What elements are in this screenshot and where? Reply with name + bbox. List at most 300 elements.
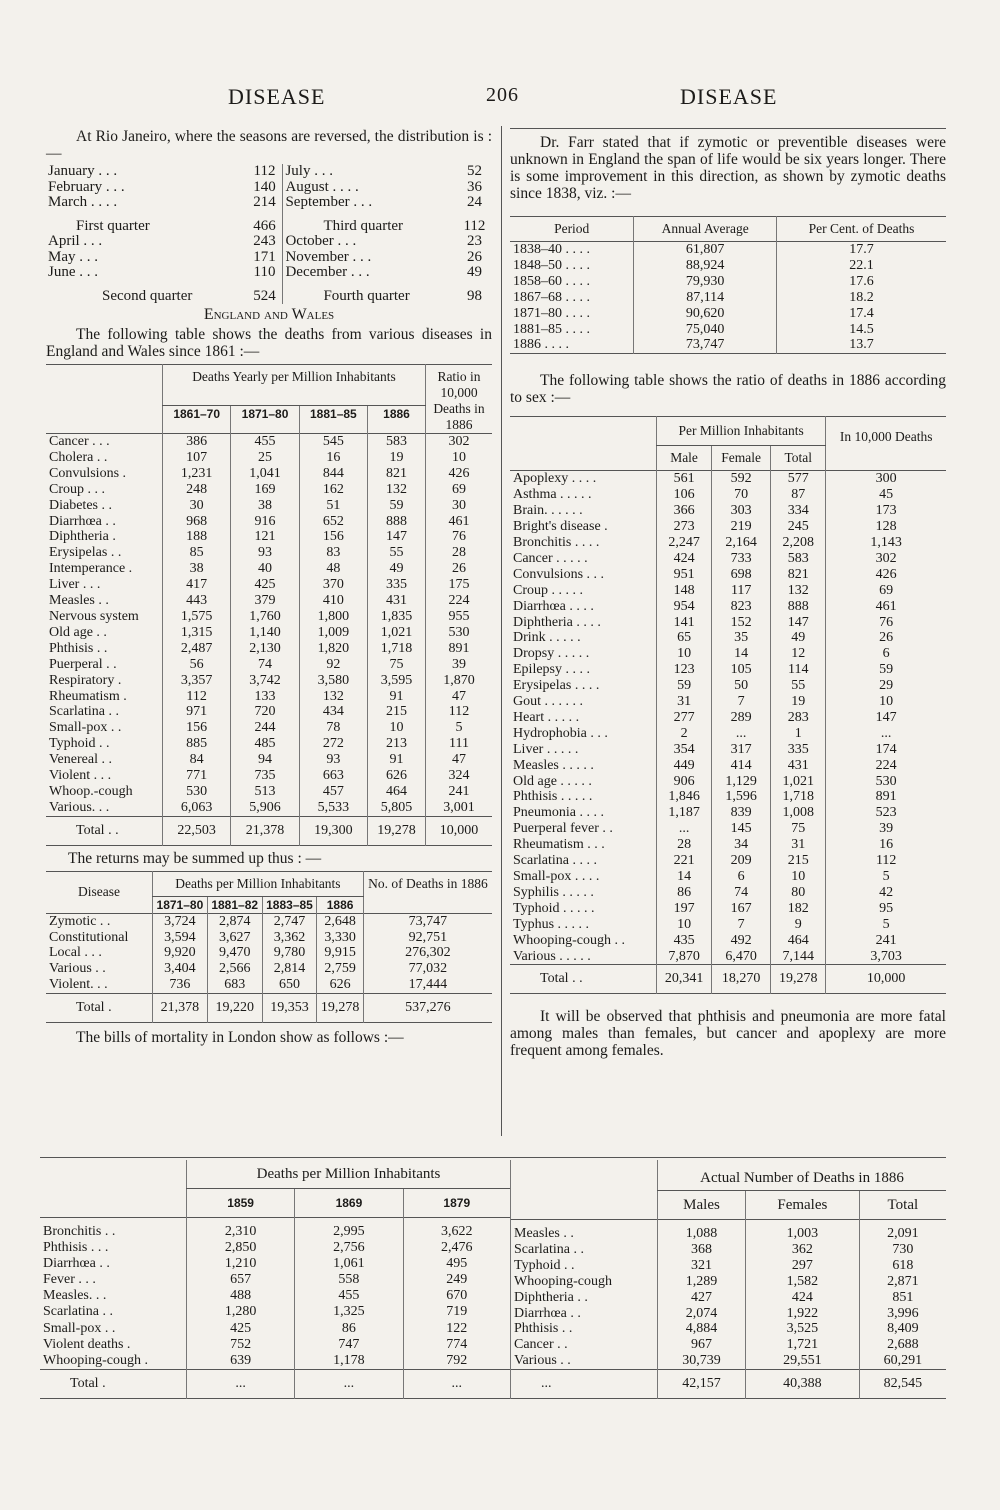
row-label: Phthisis . .	[49, 640, 108, 656]
row-value: 362	[746, 1242, 860, 1258]
row-value: 241	[826, 933, 946, 949]
row-value: 1,800	[299, 609, 367, 625]
month-value: 23	[466, 233, 482, 249]
actual-row	[511, 1290, 947, 1306]
row-value: 427	[658, 1290, 746, 1306]
row-value: 443	[163, 593, 231, 609]
row-label: Violent. . .	[49, 977, 108, 993]
ew-table	[46, 364, 492, 846]
row-label: Croup . . .	[49, 481, 105, 497]
row-value: 9,780	[262, 945, 317, 961]
row-label: Various . .	[511, 1353, 658, 1369]
row-value: ...	[826, 726, 946, 742]
london-row	[40, 1240, 510, 1256]
row-value: 3,525	[746, 1321, 860, 1337]
month-name: December . . .	[283, 265, 457, 281]
row-value: 60,291	[859, 1353, 946, 1369]
row-value: 49	[368, 561, 426, 577]
row-value: 2,756	[295, 1240, 403, 1256]
row-value: 3,703	[826, 949, 946, 965]
row-value: 112	[163, 689, 231, 705]
row-value: 2,995	[295, 1218, 403, 1241]
row-value: 87,114	[634, 290, 777, 306]
ew-row	[46, 736, 492, 752]
row-value: 1,021	[368, 625, 426, 641]
total-value: 42,157	[658, 1370, 746, 1399]
sex-row	[510, 630, 946, 646]
rio-month-row	[46, 164, 492, 180]
row-value: 35	[712, 630, 771, 646]
row-label: Asthma . . . . .	[513, 487, 592, 503]
row-value: 720	[231, 704, 299, 720]
row-value: 30,739	[658, 1353, 746, 1369]
actual-row	[511, 1274, 947, 1290]
row-label: Diarrhœa . .	[511, 1306, 658, 1322]
row-value: 324	[426, 768, 493, 784]
ew-row	[46, 720, 492, 736]
row-label: Cancer . .	[511, 1337, 658, 1353]
row-value: 75	[368, 657, 426, 673]
row-value: 182	[771, 901, 826, 917]
row-value: 366	[657, 503, 712, 519]
row-value: 335	[771, 742, 826, 758]
row-value: 90,620	[634, 306, 777, 322]
row-value: 152	[712, 615, 771, 631]
row-value: 2,476	[403, 1240, 510, 1256]
row-value: 272	[299, 736, 367, 752]
row-label: 1838–40 . . . .	[513, 242, 590, 257]
row-value: 38	[163, 561, 231, 577]
row-value: 173	[826, 503, 946, 519]
row-value: 1,718	[368, 641, 426, 657]
total-row	[511, 1370, 947, 1399]
row-label: Small-pox . .	[43, 1320, 116, 1336]
row-value: 698	[712, 567, 771, 583]
row-value: 93	[299, 752, 367, 768]
row-value: 245	[771, 519, 826, 535]
month-value: 243	[253, 233, 276, 249]
row-value: 485	[231, 736, 299, 752]
ew-intro: The following table shows the deaths from various diseases in England and Wales since 1861 :—	[46, 326, 492, 360]
ew-row	[46, 752, 492, 768]
row-value: 3,627	[207, 930, 262, 946]
bottom-tables	[40, 1160, 946, 1399]
row-value: 219	[712, 519, 771, 535]
row-value: 1,575	[163, 609, 231, 625]
row-value: 39	[426, 657, 493, 673]
row-value: 19	[771, 694, 826, 710]
total-label: Total .	[70, 1375, 106, 1391]
ew-period-header: 1861–70	[163, 406, 231, 434]
row-value: 592	[712, 471, 771, 487]
running-head-left: DISEASE	[228, 84, 326, 109]
month-name: May . . .	[48, 248, 98, 265]
row-value: 209	[712, 853, 771, 869]
observation-text: It will be observed that phthisis and pneumonia are more fatal among males than females, but cancer and apoplexy are more frequent among females.	[510, 1008, 946, 1060]
month-name: March . . . .	[48, 194, 118, 210]
sex-row	[510, 662, 946, 678]
row-label: Whoop.-cough	[49, 783, 133, 799]
sex-col-header: Male	[657, 446, 712, 471]
row-value: 954	[657, 599, 712, 615]
row-label: Violent deaths .	[43, 1336, 131, 1352]
row-value: 2,091	[859, 1220, 946, 1242]
sex-row	[510, 471, 946, 487]
row-value: 13.7	[776, 337, 946, 353]
row-label: Convulsions . . .	[513, 566, 605, 582]
row-value: 955	[426, 609, 493, 625]
actual-row	[511, 1220, 947, 1242]
actual-col-header: Males	[658, 1191, 746, 1220]
row-value: 10	[368, 720, 426, 736]
row-value: 379	[231, 593, 299, 609]
row-label: Dropsy . . . . .	[513, 646, 590, 662]
row-label: 1886 . . . .	[513, 337, 569, 353]
rio-month-row	[46, 195, 492, 211]
row-value: 51	[299, 498, 367, 514]
row-value: 891	[426, 641, 493, 657]
farr-header: Annual Average	[634, 217, 777, 242]
row-value: 891	[826, 789, 946, 805]
row-value: 94	[231, 752, 299, 768]
month-name: September . . .	[283, 195, 457, 211]
row-value: 10	[657, 917, 712, 933]
ew-row	[46, 704, 492, 720]
month-value: 49	[466, 264, 482, 280]
row-value: 2,648	[317, 913, 363, 929]
row-label: Constitutional	[49, 929, 129, 945]
row-value: 618	[859, 1258, 946, 1274]
row-value: 16	[299, 450, 367, 466]
row-label: Scarlatina . .	[511, 1242, 658, 1258]
row-value: 457	[299, 784, 367, 800]
month-value: 140	[253, 178, 276, 195]
summary-period-header: 1871–80	[153, 896, 208, 913]
london-row	[40, 1337, 510, 1353]
farr-row	[510, 274, 946, 290]
row-label: Typhoid . .	[511, 1258, 658, 1274]
row-value: 7,870	[657, 949, 712, 965]
row-value: 114	[771, 662, 826, 678]
total-value: 10,000	[426, 816, 493, 845]
row-label: Erysipelas . . . .	[513, 678, 600, 694]
row-label: Puerperal fever . .	[513, 821, 613, 837]
row-label: Old age . . . . .	[513, 773, 592, 789]
row-value: 530	[163, 784, 231, 800]
row-value: 425	[187, 1321, 295, 1337]
total-value: 82,545	[859, 1370, 946, 1399]
summary-intro: The returns may be summed up thus : —	[68, 849, 322, 867]
row-value: 112	[426, 704, 493, 720]
row-value: 2,759	[317, 961, 363, 977]
row-value: 12	[771, 646, 826, 662]
row-label: Measles . .	[511, 1220, 658, 1242]
row-value: 1,178	[295, 1353, 403, 1370]
row-label: Typhus . . . . .	[513, 916, 590, 932]
row-value: 59	[368, 498, 426, 514]
actual-row	[511, 1321, 947, 1337]
row-value: 47	[426, 689, 493, 705]
month-value: 36	[466, 178, 482, 195]
row-value: 14	[712, 646, 771, 662]
summary-period-header: 1881–82	[207, 896, 262, 913]
row-value: 86	[295, 1321, 403, 1337]
sex-row	[510, 758, 946, 774]
row-label: Drink . . . . .	[513, 630, 581, 646]
row-value: 10	[826, 694, 946, 710]
row-value: 145	[712, 821, 771, 837]
row-value: 2,566	[207, 961, 262, 977]
row-value: 1,596	[712, 789, 771, 805]
row-value: 174	[826, 742, 946, 758]
row-value: 50	[712, 678, 771, 694]
row-value: 971	[163, 704, 231, 720]
farr-row	[510, 322, 946, 338]
row-value: 55	[368, 545, 426, 561]
actual-row	[511, 1353, 947, 1369]
row-label: Gout . . . . . .	[513, 694, 583, 710]
row-value: 3,362	[262, 930, 317, 946]
row-value: 2,850	[187, 1240, 295, 1256]
sex-row	[510, 821, 946, 837]
total-value: ...	[295, 1369, 403, 1398]
row-value: 906	[657, 774, 712, 790]
total-value: 21,378	[153, 994, 208, 1023]
sex-row	[510, 853, 946, 869]
row-value: 6,063	[163, 800, 231, 816]
row-value: 6	[712, 869, 771, 885]
row-value: 1,315	[163, 625, 231, 641]
page-number: 206	[486, 84, 519, 106]
row-value: 107	[163, 450, 231, 466]
row-value: 431	[771, 758, 826, 774]
row-value: 1,140	[231, 625, 299, 641]
row-value: 277	[657, 710, 712, 726]
row-value: 87	[771, 487, 826, 503]
row-label: Rheumatism . . .	[513, 837, 605, 853]
sex-row	[510, 503, 946, 519]
row-value: 59	[657, 678, 712, 694]
row-value: 354	[657, 742, 712, 758]
row-value: 851	[859, 1290, 946, 1306]
sex-row	[510, 646, 946, 662]
total-label: Total .	[76, 1000, 112, 1016]
row-value: 111	[426, 736, 493, 752]
row-value: 49	[771, 630, 826, 646]
actual-row	[511, 1337, 947, 1353]
summary-row	[46, 913, 492, 929]
row-value: 888	[771, 599, 826, 615]
month-value: 214	[253, 194, 276, 210]
sex-col-header: Female	[712, 446, 771, 471]
row-value: 197	[657, 901, 712, 917]
row-label: Epilepsy . . . .	[513, 662, 590, 678]
ew-row	[46, 545, 492, 561]
month-name: July . . .	[283, 164, 457, 180]
row-value: 73,747	[363, 913, 492, 929]
farr-text: Dr. Farr stated that if zymotic or preventible diseases were unknown in England the span of life would be six years longer. There is some improvement in this direction, as shown by zymotic deaths since 1838, viz. :—	[510, 134, 946, 202]
sex-row	[510, 599, 946, 615]
row-value: 74	[231, 657, 299, 673]
row-value: 425	[231, 577, 299, 593]
row-value: 273	[657, 519, 712, 535]
ew-row	[46, 768, 492, 784]
row-label: Erysipelas . .	[49, 545, 122, 561]
row-value: 121	[231, 529, 299, 545]
row-value: 2,487	[163, 641, 231, 657]
row-label: 1881–85 . . . .	[513, 321, 590, 337]
row-label: Small-pox . . . .	[513, 869, 600, 884]
row-label: Small-pox . .	[49, 720, 122, 736]
row-value: 410	[299, 593, 367, 609]
row-label: Diphtheria . .	[511, 1290, 658, 1306]
month-value: 24	[466, 194, 482, 210]
month-name: October . . .	[283, 234, 457, 250]
row-value: 132	[299, 689, 367, 705]
summary-group-header: Deaths per Million Inhabitants	[153, 871, 364, 896]
sex-row	[510, 535, 946, 551]
row-value: 1,846	[657, 789, 712, 805]
actual-row	[511, 1258, 947, 1274]
row-label: Bright's disease .	[513, 519, 608, 535]
row-value: 7	[712, 917, 771, 933]
london-table	[40, 1160, 510, 1399]
row-value: 92	[299, 657, 367, 673]
row-value: 1,021	[771, 774, 826, 790]
summary-row	[46, 945, 492, 961]
total-value: 22,503	[163, 816, 231, 845]
row-value: 215	[771, 853, 826, 869]
total-value: ...	[403, 1369, 510, 1398]
row-value: 3,742	[231, 673, 299, 689]
row-value: 224	[426, 593, 493, 609]
row-value: 774	[403, 1337, 510, 1353]
row-value: 283	[771, 710, 826, 726]
row-value: 25	[231, 450, 299, 466]
month-name: August . . . .	[283, 180, 457, 196]
ew-row	[46, 577, 492, 593]
london-row	[40, 1353, 510, 1370]
rio-table	[46, 164, 492, 304]
row-value: 417	[163, 577, 231, 593]
total-row	[40, 1369, 510, 1398]
row-label: Syphilis . . . . .	[513, 884, 594, 900]
actual-table	[510, 1160, 946, 1399]
rio-intro: At Rio Janeiro, where the seasons are reversed, the distribution is :—	[46, 128, 492, 162]
row-value: 888	[368, 514, 426, 530]
row-value: 300	[826, 471, 946, 487]
ew-row	[46, 800, 492, 816]
row-value: 17.6	[776, 274, 946, 290]
row-value: 968	[163, 514, 231, 530]
row-value: 583	[368, 434, 426, 450]
row-value: 558	[295, 1272, 403, 1288]
summary-count-header: No. of Deaths in 1886	[363, 871, 492, 913]
row-value: 3,580	[299, 673, 367, 689]
row-value: 79,930	[634, 274, 777, 290]
row-value: 7,144	[771, 949, 826, 965]
ew-row	[46, 784, 492, 800]
farr-row	[510, 306, 946, 322]
row-value: 1,041	[231, 466, 299, 482]
row-value: 6	[826, 646, 946, 662]
month-value: 171	[253, 248, 276, 265]
sex-row	[510, 567, 946, 583]
row-value: 65	[657, 630, 712, 646]
row-value: 461	[426, 514, 493, 530]
row-value: 85	[163, 545, 231, 561]
total-label: Total . .	[540, 971, 583, 987]
london-row	[40, 1218, 510, 1241]
row-value: 61,807	[634, 242, 777, 258]
row-value: 3,330	[317, 930, 363, 946]
row-label: Various. . .	[49, 799, 110, 815]
row-value: 77,032	[363, 961, 492, 977]
row-label: Old age . .	[49, 624, 107, 640]
row-label: Liver . . . . .	[513, 741, 579, 757]
ew-row	[46, 673, 492, 689]
row-value: 95	[826, 901, 946, 917]
row-label: Bronchitis . .	[43, 1224, 116, 1239]
row-value: 2,208	[771, 535, 826, 551]
sex-row	[510, 774, 946, 790]
ew-row	[46, 609, 492, 625]
month-value: 112	[253, 163, 276, 179]
row-value: 3,996	[859, 1306, 946, 1322]
quarter-label: Third quarter	[283, 211, 457, 235]
row-value: 147	[771, 615, 826, 631]
sex-row	[510, 933, 946, 949]
row-value: 2,871	[859, 1274, 946, 1290]
row-value: 76	[426, 529, 493, 545]
sex-row	[510, 837, 946, 853]
row-value: 3,404	[153, 961, 208, 977]
row-value: 17,444	[363, 977, 492, 993]
row-label: Typhoid . .	[49, 736, 110, 752]
rio-month-row	[46, 234, 492, 250]
running-head-right: DISEASE	[680, 84, 778, 109]
row-value: 492	[712, 933, 771, 949]
row-label: Typhoid . . . . .	[513, 900, 595, 916]
row-value: 93	[231, 545, 299, 561]
total-value: 19,278	[317, 994, 363, 1023]
row-value: 523	[826, 805, 946, 821]
row-value: 14.5	[776, 322, 946, 338]
row-value: 736	[153, 977, 208, 993]
left-column	[46, 128, 492, 1046]
farr-header: Period	[554, 221, 590, 236]
row-value: 719	[403, 1304, 510, 1320]
row-value: 844	[299, 466, 367, 482]
row-value: 1,922	[746, 1306, 860, 1322]
summary-row	[46, 961, 492, 977]
quarter-total: 524	[253, 287, 276, 304]
london-row	[40, 1321, 510, 1337]
row-value: 48	[299, 561, 367, 577]
row-value: 276,302	[363, 945, 492, 961]
row-label: Bronchitis . . . .	[513, 534, 600, 550]
sex-group-header: Per Million Inhabitants	[657, 417, 826, 446]
row-value: 771	[163, 768, 231, 784]
ew-row	[46, 561, 492, 577]
row-value: 147	[826, 710, 946, 726]
row-value: 488	[187, 1288, 295, 1304]
row-value: 414	[712, 758, 771, 774]
row-value: 652	[299, 514, 367, 530]
row-value: 132	[771, 583, 826, 599]
row-label: Measles. . .	[43, 1288, 107, 1304]
row-label: Liver . . .	[49, 577, 101, 593]
